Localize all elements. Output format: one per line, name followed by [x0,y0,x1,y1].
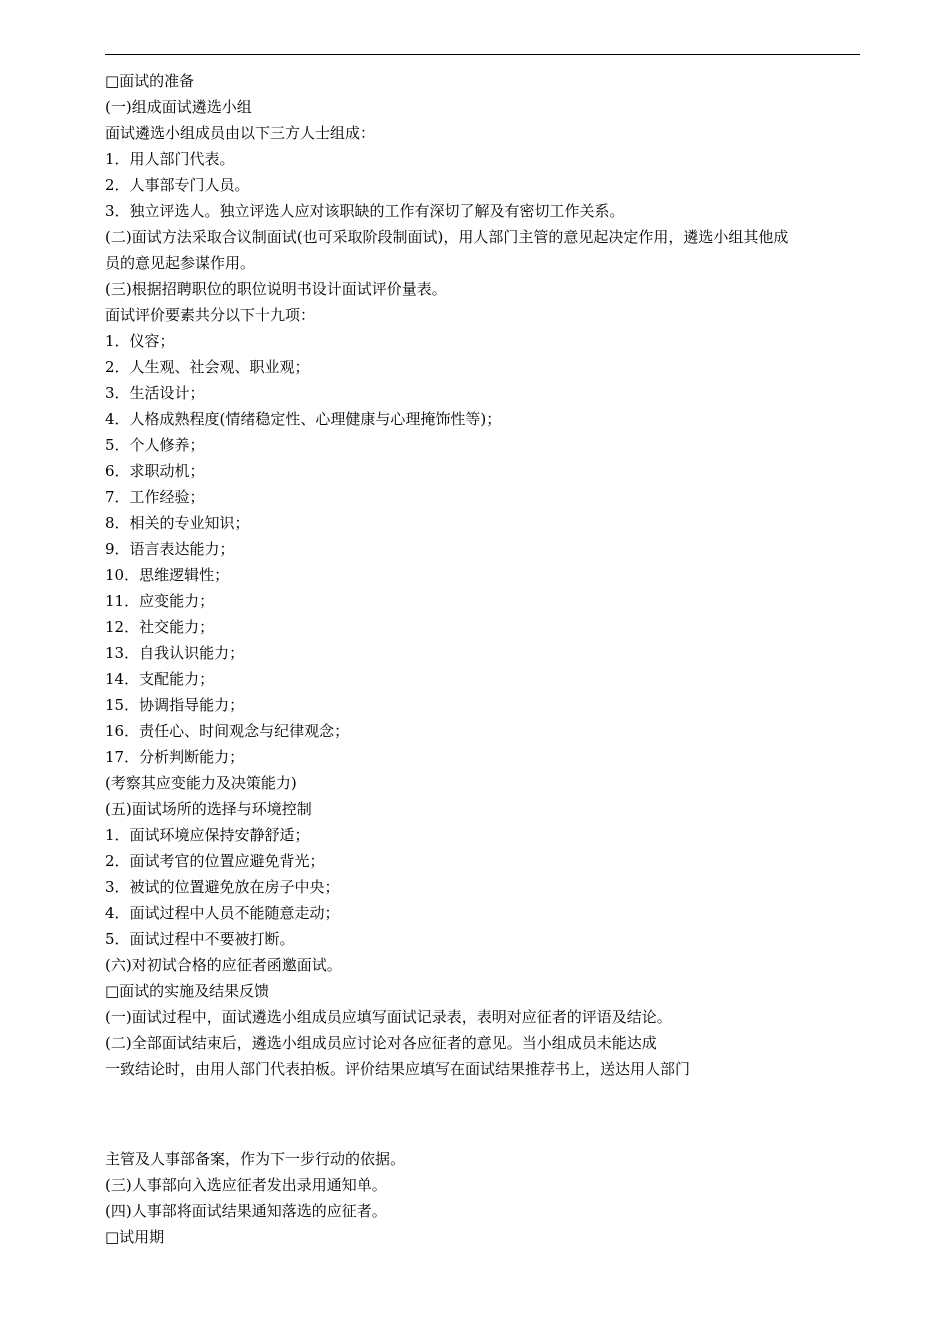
text-line: (二)全部面试结束后，遴选小组成员应讨论对各应征者的意见。当小组成员未能达成 [105,1034,657,1052]
text-line: (三)根据招聘职位的职位说明书设计面试评价量表。 [105,280,447,298]
text-line: (二)面试方法采取合议制面试(也可采取阶段制面试)，用人部门主管的意见起决定作用，遴选小组其他成 [105,228,789,246]
text-line: (考察其应变能力及决策能力) [105,774,297,792]
text-line: 4．面试过程中人员不能随意走动； [105,904,340,922]
text-line: □试用期 [105,1228,165,1246]
text-line: (三)人事部向入选应征者发出录用通知单。 [105,1176,387,1194]
text-line: 9．语言表达能力； [105,540,235,558]
text-line: □面试的实施及结果反馈 [105,982,270,1000]
text-line: 1．面试环境应保持安静舒适； [105,826,310,844]
text-line: (一)面试过程中，面试遴选小组成员应填写面试记录表，表明对应征者的评语及结论。 [105,1008,672,1026]
text-line: 17．分析判断能力； [105,748,245,766]
text-line: 一致结论时，由用人部门代表拍板。评价结果应填写在面试结果推荐书上，送达用人部门 [105,1060,691,1078]
text-line: (一)组成面试遴选小组 [105,98,252,116]
text-line: 10．思维逻辑性； [105,566,230,584]
text-line: (五)面试场所的选择与环境控制 [105,800,312,818]
text-line: (六)对初试合格的应征者函邀面试。 [105,956,342,974]
text-line: 11．应变能力； [105,592,215,610]
text-line: 3．被试的位置避免放在房子中央； [105,878,340,896]
text-line: 5．面试过程中不要被打断。 [105,930,295,948]
text-line: 4．人格成熟程度(情绪稳定性、心理健康与心理掩饰性等)； [105,410,502,428]
document-body-part1 [105,68,865,1082]
text-line: 主管及人事部备案，作为下一步行动的依据。 [105,1150,406,1168]
text-line: 3．独立评选人。独立评选人应对该职缺的工作有深切了解及有密切工作关系。 [105,202,625,220]
text-line: 5．个人修养； [105,436,205,454]
text-line: 15．协调指导能力； [105,696,245,714]
text-line: 2．面试考官的位置应避免背光； [105,852,325,870]
text-line: 面试遴选小组成员由以下三方人士组成： [105,124,376,142]
text-line: 3．生活设计； [105,384,205,402]
text-line: 员的意见起参谋作用。 [105,254,256,272]
text-line: 面试评价要素共分以下十九项： [105,306,316,324]
header-rule [105,54,860,55]
text-line: (四)人事部将面试结果通知落选的应征者。 [105,1202,387,1220]
text-line: 16．责任心、时间观念与纪律观念； [105,722,350,740]
text-line: 6．求职动机； [105,462,205,480]
text-line: 14．支配能力； [105,670,215,688]
text-line: 8．相关的专业知识； [105,514,250,532]
text-line: 1．用人部门代表。 [105,150,235,168]
text-line: 12．社交能力； [105,618,215,636]
text-line: 13．自我认识能力； [105,644,245,662]
text-line: 2．人事部专门人员。 [105,176,250,194]
text-line: 7．工作经验； [105,488,205,506]
text-line: □面试的准备 [105,72,195,90]
text-line: 2．人生观、社会观、职业观； [105,358,310,376]
text-line: 1．仪容； [105,332,175,350]
document-body-part2 [105,1146,865,1250]
